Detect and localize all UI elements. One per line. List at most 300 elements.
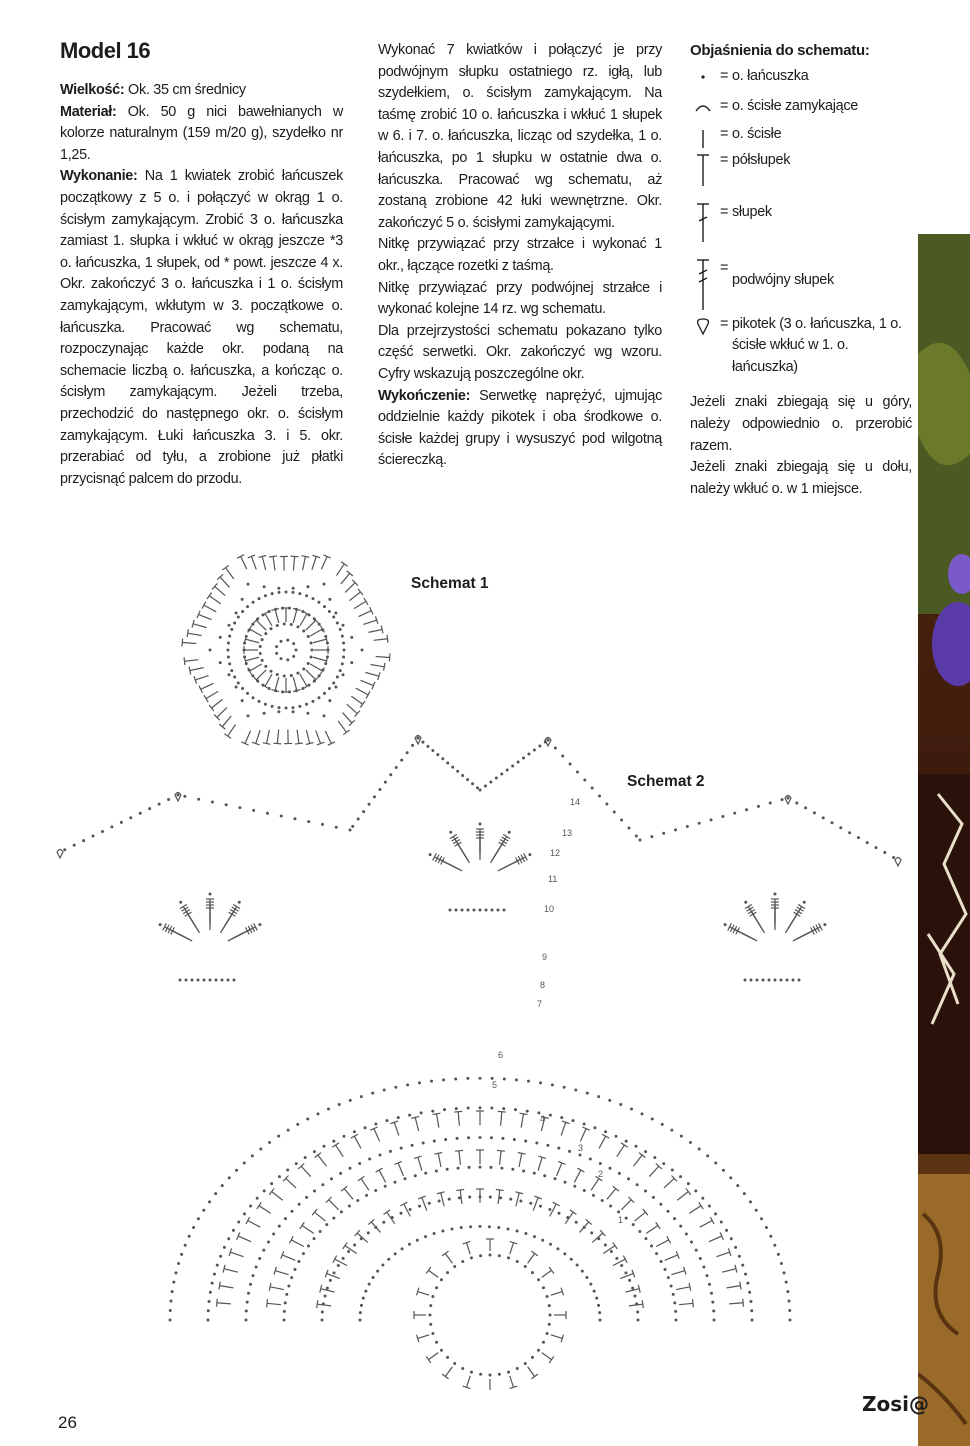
chain-dot	[527, 753, 530, 756]
chain-dot	[302, 668, 305, 671]
chain-dot	[400, 759, 403, 762]
chain-dot	[356, 1199, 359, 1202]
stitch-top	[269, 1188, 274, 1194]
chain-dot	[711, 1301, 714, 1304]
instruction-paragraph-2: Nitkę przywiązać przy strzałce i wykonać 1 okr., łączące rozetki z taśmą.	[378, 236, 662, 274]
stitch-mark	[677, 1192, 688, 1201]
chain-dot	[292, 655, 295, 658]
chain-dot	[674, 828, 677, 831]
chain-dot	[433, 1139, 436, 1142]
chain-dot	[158, 803, 161, 806]
chain-dot	[438, 1199, 441, 1202]
chain-dot	[441, 1229, 444, 1232]
chain-dot	[686, 825, 689, 828]
stitch-top	[498, 1111, 506, 1112]
chain-dot	[302, 1252, 305, 1255]
chain-dot	[644, 1189, 647, 1192]
chain-dot	[310, 641, 313, 644]
chain-dot	[347, 1250, 350, 1253]
instruction-paragraph-4: Dla przejrzystości schematu pokazano tylko część serwetki. Okr. zakończyć wg wzoru. Cyfry wskazują poszczególne okr.	[378, 322, 662, 382]
chain-dot	[285, 591, 288, 594]
chain-dot	[599, 1319, 602, 1322]
chain-dot	[549, 1114, 552, 1117]
stitch-top	[434, 1152, 442, 1154]
stitch-top	[689, 1283, 691, 1291]
chain-dot	[479, 1106, 482, 1109]
chain-dot	[624, 1271, 627, 1274]
chain-dot	[339, 628, 342, 631]
stitch-mark	[344, 1189, 353, 1200]
chain-dot	[293, 1268, 296, 1271]
chain-dot	[774, 979, 777, 982]
chain-dot	[230, 669, 233, 672]
chain-dot	[564, 1181, 567, 1184]
stitch-mark	[245, 657, 259, 661]
chain-dot	[228, 635, 231, 638]
chain-dot	[639, 839, 642, 842]
chain-dot	[342, 655, 345, 658]
chain-dot	[357, 817, 360, 820]
chain-dot	[604, 1130, 607, 1133]
stitch-top	[381, 626, 383, 634]
stitch-mark	[297, 730, 299, 744]
chain-dot	[503, 1077, 506, 1080]
chain-dot	[738, 1255, 741, 1258]
stitch-mark	[415, 1117, 418, 1131]
chain-dot	[271, 705, 274, 708]
chain-dot	[252, 601, 255, 604]
stitch-mark	[306, 670, 316, 680]
chain-dot	[736, 1184, 739, 1187]
chain-dot	[468, 1166, 471, 1169]
stitch-top	[351, 1134, 358, 1138]
stitch-mark	[551, 1335, 562, 1339]
chain-dot	[744, 979, 747, 982]
stitch-top	[224, 734, 231, 738]
chain-dot	[456, 770, 459, 773]
chain-dot	[513, 1138, 516, 1141]
stitch-mark	[293, 677, 297, 691]
chain-dot	[332, 1217, 335, 1220]
chain-dot	[485, 909, 488, 912]
chain-dot	[780, 1262, 783, 1265]
chain-dot	[362, 1297, 365, 1300]
chain-dot	[547, 739, 550, 742]
stitch-mark	[188, 633, 202, 635]
chain-dot	[526, 1110, 529, 1113]
chain-dot	[409, 1208, 412, 1211]
chain-dot	[430, 1080, 433, 1083]
chain-dot	[348, 1205, 351, 1208]
chain-dot	[208, 1300, 211, 1303]
chain-dot	[822, 816, 825, 819]
chain-dot	[223, 1246, 226, 1249]
chain-dot	[769, 802, 772, 805]
legend-title: Objaśnienia do schematu:	[690, 42, 870, 59]
chain-dot	[470, 1371, 473, 1374]
chain-dot	[408, 1114, 411, 1117]
chain-dot	[397, 1116, 400, 1119]
chain-dot	[329, 1279, 332, 1282]
stitch-mark	[521, 1114, 523, 1128]
chain-dot	[277, 1135, 280, 1138]
instruction-paragraph-1: Wykonać 7 kwiatków i połączyć je przy podwójnym słupku ostatniego rz. igłą, lub szydełkiem, o. ścisłym zamykającym. Na taśmę zrobić 10 o. łańcuszka i wkłuć 1 słupek w 6. i 7. o. łańcuszka, licząc od szydełka, 1 o. łańcuszka, po 1 słupku w ostatnie dwa o. łańcuszka. Pracować wg schematu, aż zostaną zrobione 42 łuki wewnętrzne. Okr. zakończyć 5 o. ścisłymi zamykającymi.	[378, 42, 662, 231]
chain-dot	[336, 622, 339, 625]
chain-dot	[733, 812, 736, 815]
chain-dot	[343, 649, 346, 652]
chain-dot	[291, 706, 294, 709]
stitch-mark	[418, 1335, 429, 1339]
chain-dot	[780, 979, 783, 982]
chain-dot	[515, 1078, 518, 1081]
stitch-top	[639, 1153, 645, 1158]
chain-dot	[866, 841, 869, 844]
chain-dot	[284, 1301, 287, 1304]
chain-dot	[328, 598, 331, 601]
chain-dot	[321, 1319, 324, 1322]
chain-dot	[750, 1309, 753, 1312]
chain-dot	[597, 1095, 600, 1098]
chain-dot	[384, 1185, 387, 1188]
stitch-top	[699, 1202, 703, 1209]
chain-dot	[350, 661, 353, 664]
stitch-mark	[193, 624, 206, 628]
chain-dot	[546, 1332, 549, 1335]
chain-dot	[82, 839, 85, 842]
chain-dot	[489, 1254, 492, 1257]
chain-dot	[699, 1257, 702, 1260]
stitch-mark	[551, 1292, 562, 1296]
stitch-top	[531, 1251, 537, 1256]
stitch-top	[207, 592, 212, 599]
chain-dot	[276, 673, 279, 676]
chain-dot	[554, 1177, 557, 1180]
chain-dot	[227, 1237, 230, 1240]
stitch-mark	[351, 696, 362, 704]
chain-dot	[712, 1310, 715, 1313]
chain-dot	[428, 1202, 431, 1205]
chain-dot	[324, 1294, 327, 1297]
chain-dot	[233, 622, 236, 625]
chain-dot	[378, 788, 381, 791]
stitch-top	[442, 1251, 448, 1256]
chain-dot	[101, 830, 104, 833]
chain-dot	[488, 1225, 491, 1228]
chain-dot	[556, 1247, 559, 1250]
stitch-mark	[230, 1252, 243, 1257]
chain-dot	[211, 1282, 214, 1285]
chain-dot	[468, 1196, 471, 1199]
chain-dot	[620, 1264, 623, 1267]
chain-dot	[350, 636, 353, 639]
chain-dot	[613, 811, 616, 814]
chain-dot	[561, 755, 564, 758]
chain-dot	[549, 1243, 552, 1246]
chain-dot	[831, 821, 834, 824]
chain-dot	[541, 1239, 544, 1242]
stitch-mark	[603, 1246, 615, 1254]
chain-dot	[491, 909, 494, 912]
chain-dot	[499, 1196, 502, 1199]
chain-dot	[537, 1278, 540, 1281]
chain-dot	[511, 1168, 514, 1171]
stitch-mark	[226, 568, 234, 579]
stitch-mark	[273, 556, 275, 570]
chain-dot	[207, 1319, 210, 1322]
chain-dot	[249, 1205, 252, 1208]
chain-dot	[92, 835, 95, 838]
chain-dot	[394, 1252, 397, 1255]
chain-dot	[208, 1200, 211, 1203]
chain-dot	[110, 825, 113, 828]
chain-dot	[786, 979, 789, 982]
stitch-mark	[363, 620, 376, 624]
stitch-top	[315, 1153, 321, 1158]
chain-dot	[259, 652, 262, 655]
chain-dot	[325, 1223, 328, 1226]
chain-dot	[353, 1243, 356, 1246]
chain-dot	[232, 1229, 235, 1232]
chain-dot	[298, 1203, 301, 1206]
stitch-mark	[329, 1200, 339, 1210]
chain-dot	[595, 1297, 598, 1300]
chain-dot	[479, 1166, 482, 1169]
material-text: Ok. 50 g nici bawełnianych w kolorze naturalnym (159 m/20 g), szydełko nr 1,25.	[60, 103, 343, 163]
chain-dot	[406, 1083, 409, 1086]
chain-dot	[440, 1349, 443, 1352]
chain-dot	[760, 1217, 763, 1220]
chain-dot	[307, 1245, 310, 1248]
stitch-mark	[267, 730, 270, 744]
chain-dot	[461, 909, 464, 912]
stitch-top	[269, 1283, 271, 1291]
schemat-1-label: Schemat 1	[411, 575, 489, 592]
chain-dot	[751, 1319, 754, 1322]
stitch-top	[184, 657, 185, 665]
stitch-mark	[195, 676, 208, 680]
chain-dot	[449, 831, 452, 834]
chain-dot	[307, 662, 310, 665]
stitch-mark	[557, 1163, 562, 1176]
chain-dot	[568, 1150, 571, 1153]
chain-dot	[741, 1264, 744, 1267]
legend-row-double: = słupek	[690, 194, 912, 256]
stitch-mark	[429, 1353, 439, 1360]
chain-dot	[429, 1314, 432, 1317]
chain-dot	[653, 1156, 656, 1159]
chain-dot	[442, 1078, 445, 1081]
stitch-mark	[510, 1376, 514, 1387]
stitch-mark	[542, 1353, 552, 1360]
stitch-mark	[574, 1170, 581, 1182]
stitch-mark	[275, 677, 279, 691]
chain-dot	[321, 823, 324, 826]
chain-dot	[695, 1249, 698, 1252]
chain-dot	[484, 785, 487, 788]
chain-dot	[237, 616, 240, 619]
chain-dot	[714, 1212, 717, 1215]
crochet-diagrams	[50, 540, 920, 1390]
stitch-top	[693, 1299, 694, 1307]
chain-dot	[789, 1319, 792, 1322]
stitch-mark	[516, 1193, 519, 1207]
stitch-top	[496, 1189, 504, 1190]
legend-row-slip: = o. ścisłe zamykające	[690, 96, 912, 124]
chain-dot	[319, 1230, 322, 1233]
chain-dot	[383, 1089, 386, 1092]
round-number: 10	[544, 904, 555, 914]
chain-dot	[264, 632, 267, 635]
chain-dot	[892, 856, 895, 859]
chain-dot	[292, 642, 295, 645]
schemat-2-round-numbers	[492, 797, 623, 1225]
chain-dot	[714, 1161, 717, 1164]
chain-dot	[171, 1290, 174, 1293]
stitch-mark	[599, 1136, 606, 1148]
stitch-top	[621, 1143, 628, 1147]
chain-dot	[666, 1210, 669, 1213]
chain-dot	[652, 1196, 655, 1199]
round-number: 14	[570, 797, 581, 807]
chain-dot	[197, 1217, 200, 1220]
chain-dot	[211, 801, 214, 804]
chain-dot	[558, 1212, 561, 1215]
chain-dot	[241, 610, 244, 613]
stitch-mark	[445, 1254, 452, 1264]
chain-dot	[286, 658, 289, 661]
stitch-mark	[224, 1269, 238, 1272]
stitch-mark	[321, 556, 327, 569]
photo-strip	[918, 234, 970, 1446]
chain-dot	[531, 1271, 534, 1274]
stitch-mark	[215, 586, 225, 595]
chain-dot	[441, 757, 444, 760]
chain-dot	[573, 1185, 576, 1188]
chain-dot	[506, 769, 509, 772]
stitch-mark	[316, 730, 321, 743]
chain-dot	[593, 1126, 596, 1129]
chain-dot	[625, 1140, 628, 1143]
size-label: Wielkość:	[60, 82, 125, 98]
chain-dot	[418, 1205, 421, 1208]
stitch-mark	[306, 620, 316, 630]
chain-dot	[255, 1266, 258, 1269]
chain-dot	[546, 1295, 549, 1298]
chain-dot	[129, 816, 132, 819]
chain-dot	[411, 744, 414, 747]
chain-dot	[563, 1086, 566, 1089]
chain-dot	[618, 1172, 621, 1175]
chain-dot	[307, 635, 310, 638]
chain-dot	[429, 1323, 432, 1326]
stitch-top	[333, 1256, 337, 1263]
chain-dot	[400, 1147, 403, 1150]
chain-dot	[295, 649, 298, 652]
chain-dot	[371, 1092, 374, 1095]
chain-dot	[479, 1136, 482, 1139]
stitch-mark	[445, 1367, 452, 1377]
chain-dot	[233, 979, 236, 982]
legend-notes	[690, 392, 912, 500]
chain-dot	[576, 1263, 579, 1266]
chain-dot	[479, 1373, 482, 1376]
stitch-mark	[438, 1153, 441, 1167]
chain-dot	[690, 1240, 693, 1243]
chain-dot	[635, 1145, 638, 1148]
chain-dot	[286, 639, 289, 642]
chain-dot	[272, 1232, 275, 1235]
stitch-mark	[293, 609, 297, 623]
model-title: Model 16	[60, 38, 151, 63]
chain-dot	[667, 1276, 670, 1279]
chain-dot	[604, 1243, 607, 1246]
stitch-mark	[579, 1222, 588, 1232]
stitch-top	[623, 1256, 627, 1263]
stitch-top	[366, 691, 370, 698]
stitch-mark	[528, 1367, 535, 1377]
chain-dot	[426, 745, 429, 748]
chain-dot	[674, 1310, 677, 1313]
chain-dot	[328, 699, 331, 702]
chain-dot	[524, 1362, 527, 1365]
chain-dot	[524, 1232, 527, 1235]
stitch-top	[189, 667, 191, 675]
chain-dot	[197, 798, 200, 801]
chain-dot	[247, 583, 250, 586]
chain-dot	[746, 1282, 749, 1285]
chain-dot	[270, 1182, 273, 1185]
stitch-mark	[217, 708, 227, 718]
chain-dot	[291, 591, 294, 594]
stitch-top	[389, 653, 390, 661]
chain-dot	[471, 782, 474, 785]
stitch-mark	[209, 596, 220, 604]
stitch-mark	[256, 670, 266, 680]
legend-text: półsłupek	[732, 151, 791, 168]
chain-dot	[263, 1189, 266, 1192]
chain-dot	[203, 979, 206, 982]
chain-dot	[365, 1194, 368, 1197]
chain-dot	[317, 601, 320, 604]
stitch-top	[204, 695, 208, 702]
stitch-mark	[361, 1179, 369, 1191]
stitch-mark	[664, 1178, 674, 1187]
chain-dot	[724, 923, 727, 926]
chain-dot	[169, 1300, 172, 1303]
stitch-top	[577, 1168, 584, 1172]
chain-dot	[335, 826, 338, 829]
stitch-mark	[256, 620, 266, 630]
round-number: 7	[537, 999, 543, 1009]
chain-dot	[661, 1123, 664, 1126]
chain-dot	[287, 1284, 290, 1287]
chain-dot	[263, 585, 266, 588]
chain-dot	[460, 1226, 463, 1229]
chain-dot	[172, 1281, 175, 1284]
chain-dot	[349, 829, 352, 832]
stitch-top	[549, 1267, 554, 1273]
chain-dot	[290, 674, 293, 677]
chain-dot	[384, 781, 387, 784]
chain-dot	[219, 636, 222, 639]
chain-dot	[334, 686, 337, 689]
chain-dot	[348, 1167, 351, 1170]
stitch-mark	[374, 639, 388, 641]
chain-dot	[539, 1081, 542, 1084]
chain-dot	[507, 1371, 510, 1374]
chain-dot	[615, 1135, 618, 1138]
chain-dot	[516, 1229, 519, 1232]
